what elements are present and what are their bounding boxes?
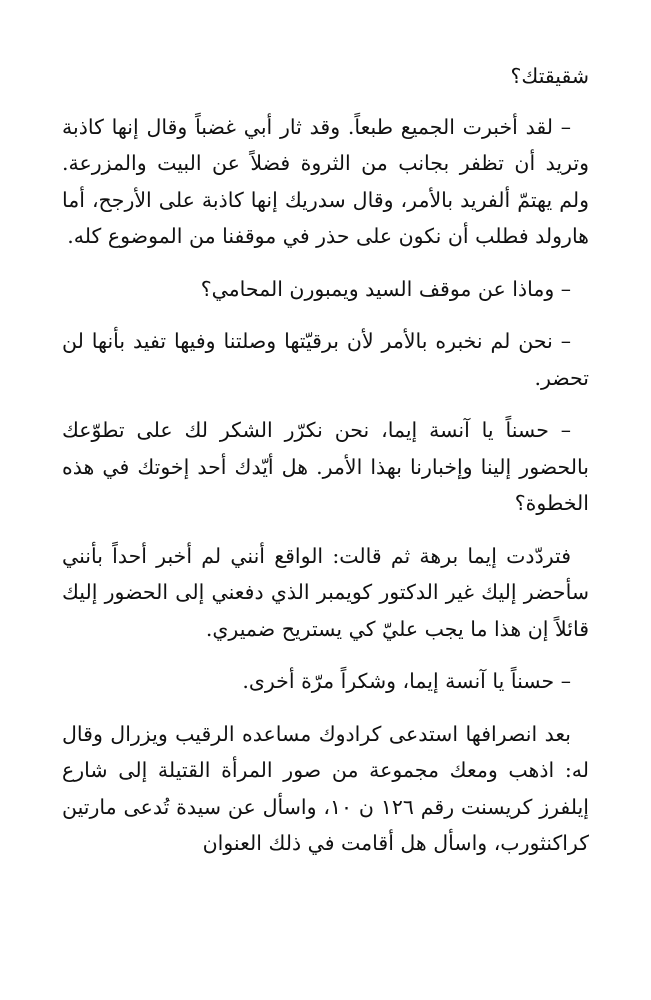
paragraph-7: – حسناً يا آنسة إيما، وشكراً مرّة أخرى.	[242, 669, 571, 693]
paragraph-5: – حسناً يا آنسة إيما، نحن نكرّر الشكر لك على تطوّعك بالحضور إلينا وإخبارنا بهذا الأمر. هل أيّدك أحد إخوتك في هذه الخطوة؟	[62, 418, 589, 515]
paragraph-6: فتردّدت إيما برهة ثم قالت: الواقع أنني لم أخبر أحداً بأنني سأحضر إليك غير الدكتور كويمبر الذي دفعني إلى الحضور إليك قائلاً إن هذا ما يجب عليّ كي يستريح ضميري.	[62, 543, 589, 641]
paragraph-1: شقيقتك؟	[510, 64, 589, 88]
paragraph-3: – وماذا عن موقف السيد ويمبورن المحامي؟	[200, 276, 571, 301]
book-page	[62, 58, 589, 1000]
paragraph-8: بعد انصرافها استدعى كرادوك مساعده الرقيب ويزرال وقال له: اذهب ومعك مجموعة من صور المرأة القتيلة إلى شارع إيلفرز كريسنت رقم ١٢٦ ن ١٠، واسأل عن سيدة تُدعى مارتين كراكنثورب، واسأل هل أقامت في ذلك العنوان	[62, 721, 589, 855]
paragraph-4: – نحن لم نخبره بالأمر لأن برقيّتها وصلتنا وفيها تفيد بأنها لن تحضر.	[62, 329, 589, 390]
paragraph-2: – لقد أخبرت الجميع طبعاً. وقد ثار أبي غضباً وقال إنها كاذبة وتريد أن تظفر بجانب من الثروة فضلاً عن البيت والمزرعة. ولم يهتمّ ألفريد بالأمر، وقال سدريك إنها كاذبة على الأرجح، أما هارولد فطلب أن نكون على حذر في موقفنا من الموضوع كله.	[62, 114, 589, 248]
